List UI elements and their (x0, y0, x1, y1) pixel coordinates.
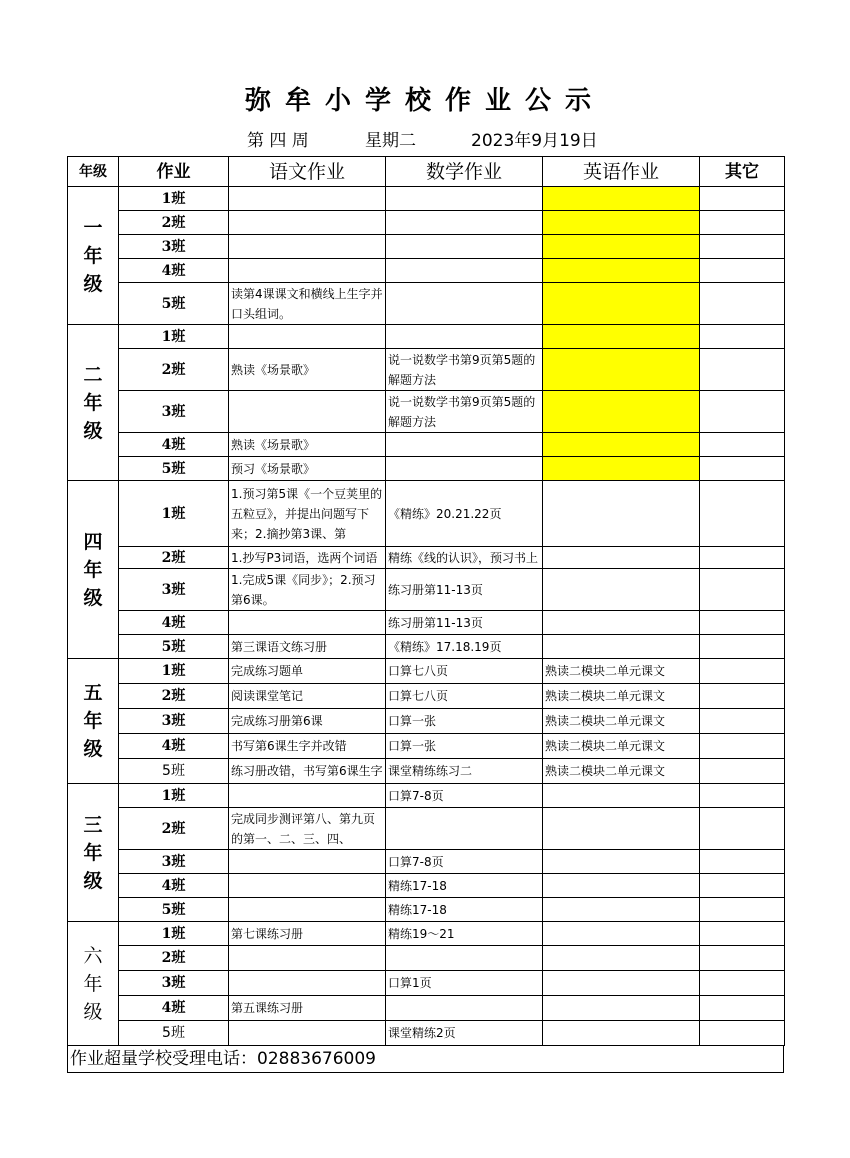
chinese-homework-cell (229, 211, 386, 235)
math-homework-cell (386, 874, 543, 898)
other-homework-cell (700, 349, 785, 391)
math-homework-cell (386, 569, 543, 611)
table-row (68, 971, 785, 996)
grade-char: 级 (83, 1000, 103, 1023)
math-homework-cell (386, 283, 543, 325)
chinese-homework-text: 阅读课堂笔记 (231, 689, 304, 703)
chinese-homework-cell (229, 1021, 386, 1046)
other-homework-cell (700, 946, 785, 971)
english-homework-cell (543, 283, 700, 325)
english-homework-cell (543, 187, 700, 211)
page-title: 弥牟小学校作业公示 (244, 86, 605, 116)
table-row (68, 259, 785, 283)
table-row (68, 325, 785, 349)
chinese-homework-cell (229, 759, 386, 784)
english-homework-cell (543, 611, 700, 635)
table-row (68, 996, 785, 1021)
table-row (68, 569, 785, 611)
chinese-homework-cell (229, 635, 386, 659)
class-label: 5班 (119, 898, 229, 922)
math-homework-text: 口算一张 (388, 714, 437, 728)
chinese-homework-cell (229, 547, 386, 569)
math-homework-cell (386, 996, 543, 1021)
math-homework-cell (386, 259, 543, 283)
math-homework-text: 精练《线的认识》，预习书上 (388, 550, 539, 565)
week-label: 第 四 周 (247, 131, 309, 151)
class-label: 5班 (119, 759, 229, 784)
table-row (68, 898, 785, 922)
grade-char: 六 (83, 944, 103, 967)
table-row (68, 808, 785, 850)
other-homework-cell (700, 784, 785, 808)
math-homework-text: 课堂精练练习二 (388, 764, 473, 778)
english-homework-cell (543, 547, 700, 569)
class-label: 1班 (119, 922, 229, 946)
math-homework-cell (386, 898, 543, 922)
class-label: 5班 (119, 1021, 229, 1046)
other-homework-cell (700, 898, 785, 922)
math-homework-cell (386, 433, 543, 457)
other-homework-cell (700, 1021, 785, 1046)
grade-char: 四 (83, 530, 103, 553)
chinese-homework-cell (229, 481, 386, 547)
table-row (68, 635, 785, 659)
other-homework-cell (700, 684, 785, 709)
other-homework-cell (700, 259, 785, 283)
class-label: 1班 (119, 784, 229, 808)
chinese-homework-cell (229, 946, 386, 971)
chinese-homework-text: 读第4课课文和横线上生字并口头组词。 (231, 286, 383, 321)
math-homework-cell (386, 1021, 543, 1046)
other-homework-cell (700, 547, 785, 569)
class-label: 4班 (119, 611, 229, 635)
class-label: 2班 (119, 349, 229, 391)
other-homework-cell (700, 187, 785, 211)
chinese-homework-cell (229, 709, 386, 734)
english-homework-cell (543, 325, 700, 349)
chinese-homework-cell (229, 971, 386, 996)
english-homework-text: 熟读二模块二单元课文 (545, 714, 666, 728)
math-homework-cell (386, 349, 543, 391)
math-homework-cell (386, 235, 543, 259)
chinese-homework-cell (229, 433, 386, 457)
chinese-homework-cell (229, 808, 386, 850)
math-homework-cell (386, 457, 543, 481)
class-label: 3班 (119, 971, 229, 996)
class-label: 4班 (119, 996, 229, 1021)
chinese-homework-cell (229, 996, 386, 1021)
grade-char: 年 (83, 558, 103, 581)
grade-label (68, 481, 119, 659)
class-label: 3班 (119, 850, 229, 874)
table-row (68, 659, 785, 684)
chinese-homework-text: 1.预习第5课《一个豆荚里的五粒豆》，并提出问题写下来；2.摘抄第3课、第 (231, 486, 383, 541)
english-homework-text: 熟读二模块二单元课文 (545, 689, 666, 703)
english-homework-cell (543, 659, 700, 684)
math-homework-cell (386, 709, 543, 734)
date-label: 2023年9月19日 (471, 131, 598, 151)
other-homework-cell (700, 996, 785, 1021)
grade-char: 级 (83, 419, 103, 442)
class-label: 4班 (119, 874, 229, 898)
chinese-homework-cell (229, 457, 386, 481)
other-homework-cell (700, 734, 785, 759)
homework-table (67, 156, 785, 1046)
english-homework-cell (543, 349, 700, 391)
table-row (68, 457, 785, 481)
chinese-homework-cell (229, 850, 386, 874)
grade-char: 级 (83, 738, 103, 760)
class-label: 2班 (119, 684, 229, 709)
table-row (68, 922, 785, 946)
math-homework-cell (386, 946, 543, 971)
header-row (68, 157, 785, 187)
other-homework-cell (700, 235, 785, 259)
chinese-homework-cell (229, 391, 386, 433)
table-row (68, 211, 785, 235)
grade-char: 年 (83, 841, 103, 864)
grade-char: 级 (83, 869, 103, 892)
english-homework-text: 熟读二模块二单元课文 (545, 739, 666, 753)
chinese-homework-text: 第五课练习册 (231, 1001, 304, 1015)
grade-label (68, 187, 119, 325)
math-homework-text: 说一说数学书第9页第5题的解题方法 (388, 352, 536, 387)
chinese-homework-text: 第七课练习册 (231, 926, 304, 941)
table-row (68, 759, 785, 784)
other-homework-cell (700, 283, 785, 325)
math-homework-text: 精练19～21 (388, 926, 455, 941)
chinese-homework-text: 完成同步测评第八、第九页的第一、二、三、四、 (231, 811, 376, 846)
english-homework-cell (543, 211, 700, 235)
table-row (68, 433, 785, 457)
chinese-homework-cell (229, 569, 386, 611)
english-homework-cell (543, 1021, 700, 1046)
chinese-homework-cell (229, 611, 386, 635)
class-label: 3班 (119, 709, 229, 734)
grade-char: 年 (83, 972, 103, 995)
chinese-homework-cell (229, 235, 386, 259)
chinese-homework-cell (229, 922, 386, 946)
math-homework-cell (386, 759, 543, 784)
math-homework-cell (386, 611, 543, 635)
english-homework-cell (543, 481, 700, 547)
english-homework-cell (543, 235, 700, 259)
class-label: 4班 (119, 259, 229, 283)
chinese-homework-cell (229, 734, 386, 759)
math-homework-cell (386, 971, 543, 996)
other-homework-cell (700, 569, 785, 611)
table-row (68, 684, 785, 709)
table-row (68, 850, 785, 874)
footer-hotline: 作业超量学校受理电话：02883676009 (67, 1045, 784, 1073)
other-homework-cell (700, 922, 785, 946)
table-row (68, 946, 785, 971)
math-homework-cell (386, 850, 543, 874)
math-homework-text: 练习册第11-13页 (388, 582, 483, 597)
header-chinese: 语文作业 (229, 157, 386, 187)
table-row (68, 709, 785, 734)
header-english: 英语作业 (543, 157, 700, 187)
english-homework-cell (543, 457, 700, 481)
math-homework-cell (386, 734, 543, 759)
english-homework-cell (543, 759, 700, 784)
english-homework-cell (543, 784, 700, 808)
math-homework-cell (386, 922, 543, 946)
other-homework-cell (700, 611, 785, 635)
class-label: 5班 (119, 283, 229, 325)
table-row (68, 481, 785, 547)
chinese-homework-text: 预习《场景歌》 (231, 461, 316, 476)
table-row (68, 283, 785, 325)
math-homework-cell (386, 211, 543, 235)
class-label: 4班 (119, 433, 229, 457)
chinese-homework-cell (229, 659, 386, 684)
chinese-homework-cell (229, 784, 386, 808)
table-row (68, 1021, 785, 1046)
other-homework-cell (700, 659, 785, 684)
math-homework-cell (386, 391, 543, 433)
math-homework-text: 精练17-18 (388, 878, 447, 893)
table-row (68, 187, 785, 211)
chinese-homework-text: 熟读《场景歌》 (231, 362, 316, 377)
math-homework-text: 说一说数学书第9页第5题的解题方法 (388, 394, 536, 429)
header-homework: 作业 (119, 157, 229, 187)
other-homework-cell (700, 759, 785, 784)
class-label: 5班 (119, 457, 229, 481)
grade-char: 级 (83, 586, 103, 609)
math-homework-text: 《精练》17.18.19页 (388, 639, 502, 654)
chinese-homework-cell (229, 283, 386, 325)
english-homework-cell (543, 850, 700, 874)
math-homework-cell (386, 547, 543, 569)
other-homework-cell (700, 709, 785, 734)
other-homework-cell (700, 211, 785, 235)
english-homework-cell (543, 874, 700, 898)
english-homework-cell (543, 709, 700, 734)
other-homework-cell (700, 971, 785, 996)
chinese-homework-cell (229, 898, 386, 922)
math-homework-text: 练习册第11-13页 (388, 615, 483, 630)
chinese-homework-cell (229, 874, 386, 898)
english-homework-cell (543, 996, 700, 1021)
chinese-homework-cell (229, 187, 386, 211)
table-row (68, 784, 785, 808)
table-row (68, 611, 785, 635)
math-homework-text: 精练17-18 (388, 902, 447, 917)
math-homework-cell (386, 659, 543, 684)
other-homework-cell (700, 457, 785, 481)
english-homework-cell (543, 922, 700, 946)
english-homework-cell (543, 635, 700, 659)
class-label: 1班 (119, 187, 229, 211)
table-row (68, 547, 785, 569)
english-homework-cell (543, 391, 700, 433)
math-homework-cell (386, 635, 543, 659)
class-label: 1班 (119, 325, 229, 349)
other-homework-cell (700, 874, 785, 898)
other-homework-cell (700, 325, 785, 349)
chinese-homework-text: 第三课语文练习册 (231, 639, 328, 654)
chinese-homework-text: 书写第6课生字并改错 (231, 739, 347, 753)
grade-char: 五 (83, 682, 103, 704)
class-label: 1班 (119, 659, 229, 684)
math-homework-text: 口算7-8页 (388, 788, 444, 803)
chinese-homework-text: 练习册改错，书写第6课生字 (231, 764, 383, 778)
class-label: 1班 (119, 481, 229, 547)
english-homework-cell (543, 971, 700, 996)
grade-char: 二 (83, 363, 103, 386)
table-row (68, 235, 785, 259)
math-homework-cell (386, 187, 543, 211)
english-homework-cell (543, 898, 700, 922)
class-label: 3班 (119, 569, 229, 611)
chinese-homework-cell (229, 349, 386, 391)
grade-char: 年 (83, 710, 103, 732)
math-homework-cell (386, 684, 543, 709)
chinese-homework-cell (229, 325, 386, 349)
grade-label (68, 659, 119, 784)
chinese-homework-text: 1.完成5课《同步》；2.预习第6课。 (231, 572, 376, 607)
grade-label (68, 784, 119, 922)
class-label: 2班 (119, 547, 229, 569)
other-homework-cell (700, 433, 785, 457)
grade-char: 年 (83, 391, 103, 414)
grade-char: 三 (83, 813, 103, 836)
grade-char: 一 (83, 216, 103, 239)
math-homework-text: 口算一张 (388, 739, 437, 753)
math-homework-text: 课堂精练2页 (388, 1026, 456, 1040)
header-math: 数学作业 (386, 157, 543, 187)
table-row (68, 391, 785, 433)
english-homework-cell (543, 433, 700, 457)
chinese-homework-text: 熟读《场景歌》 (231, 437, 316, 452)
class-label: 3班 (119, 235, 229, 259)
table-row (68, 349, 785, 391)
english-homework-cell (543, 734, 700, 759)
grade-char: 年 (83, 244, 103, 267)
class-label: 2班 (119, 946, 229, 971)
weekday-label: 星期二 (365, 131, 416, 151)
other-homework-cell (700, 635, 785, 659)
english-homework-cell (543, 259, 700, 283)
english-homework-cell (543, 684, 700, 709)
math-homework-text: 口算七八页 (388, 689, 449, 703)
math-homework-text: 《精练》20.21.22页 (388, 506, 502, 521)
chinese-homework-text: 1.抄写P3词语，选两个词语 (231, 550, 378, 565)
math-homework-text: 口算7-8页 (388, 854, 444, 869)
math-homework-cell (386, 808, 543, 850)
table-row (68, 874, 785, 898)
class-label: 4班 (119, 734, 229, 759)
grade-label (68, 922, 119, 1046)
table-row (68, 734, 785, 759)
other-homework-cell (700, 391, 785, 433)
math-homework-text: 口算1页 (388, 976, 432, 990)
header-other: 其它 (700, 157, 785, 187)
english-homework-text: 熟读二模块二单元课文 (545, 664, 666, 678)
class-label: 2班 (119, 211, 229, 235)
grade-label (68, 325, 119, 481)
english-homework-cell (543, 946, 700, 971)
math-homework-cell (386, 784, 543, 808)
chinese-homework-text: 完成练习册第6课 (231, 714, 323, 728)
class-label: 2班 (119, 808, 229, 850)
other-homework-cell (700, 850, 785, 874)
english-homework-cell (543, 569, 700, 611)
math-homework-cell (386, 325, 543, 349)
chinese-homework-cell (229, 684, 386, 709)
class-label: 5班 (119, 635, 229, 659)
english-homework-cell (543, 808, 700, 850)
math-homework-text: 口算七八页 (388, 664, 449, 678)
math-homework-cell (386, 481, 543, 547)
chinese-homework-cell (229, 259, 386, 283)
class-label: 3班 (119, 391, 229, 433)
other-homework-cell (700, 808, 785, 850)
chinese-homework-text: 完成练习题单 (231, 664, 304, 678)
other-homework-cell (700, 481, 785, 547)
header-grade: 年级 (68, 157, 119, 187)
english-homework-text: 熟读二模块二单元课文 (545, 764, 666, 778)
grade-char: 级 (83, 272, 103, 295)
